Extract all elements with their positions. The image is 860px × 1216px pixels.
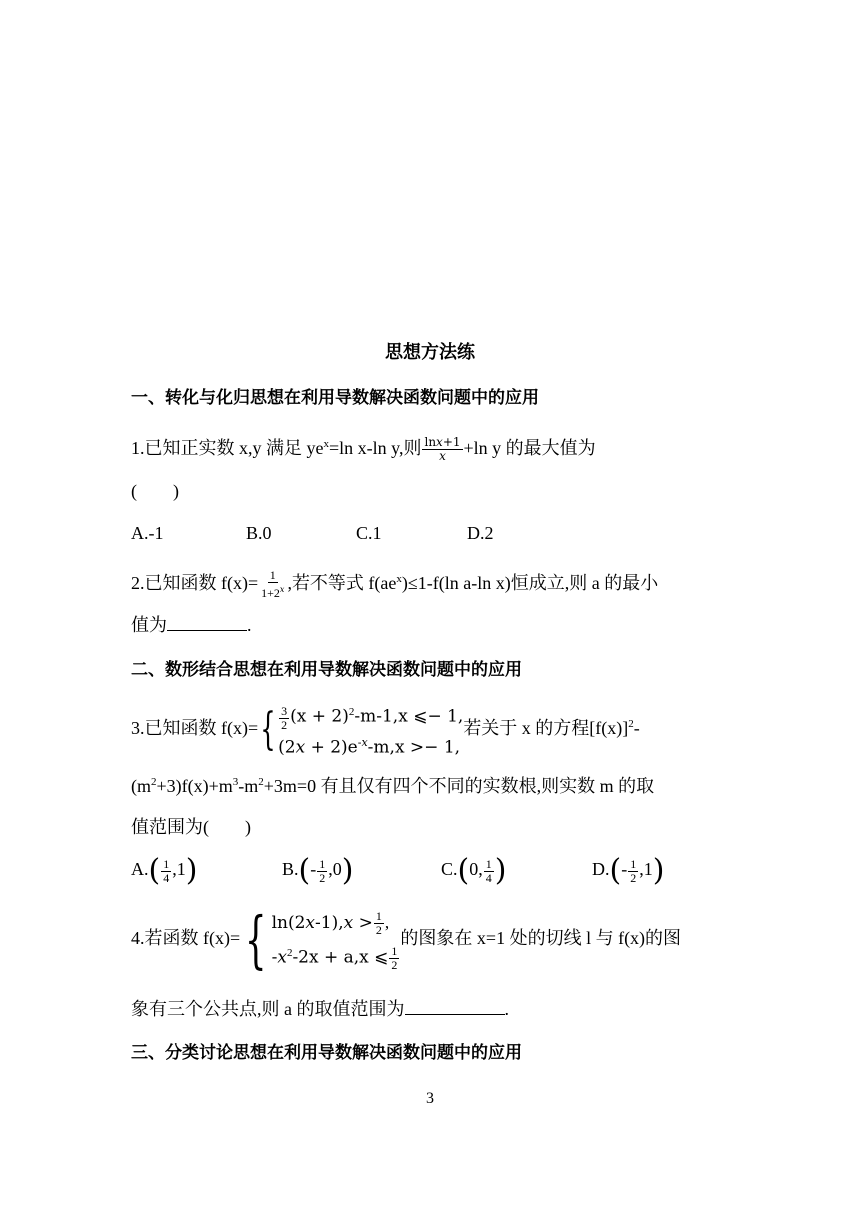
- q4-piecewise: [240, 902, 400, 976]
- q3-row2-sup: -𝑥: [357, 735, 368, 749]
- q2-fraction: [259, 569, 286, 600]
- q1-option-a: A.-1: [131, 523, 164, 543]
- q2-frac-num: 1: [269, 568, 276, 583]
- q1-frac-den: 𝑥: [439, 449, 446, 464]
- q3-opt-a-frac: [161, 858, 171, 885]
- section-1-heading: 一、转化与化归思想在利用导数解决函数问题中的应用: [131, 388, 539, 408]
- q4-row2-tail: -2x + a,x ⩽: [292, 947, 389, 968]
- q4-row2-num: 1: [391, 943, 398, 958]
- q4-row2-text: -𝑥: [271, 947, 287, 968]
- q3-l2-sup3: 2: [258, 776, 264, 788]
- q1-option-d: D.2: [467, 523, 494, 543]
- page-number: 3: [426, 1090, 434, 1107]
- q2-frac-den-wrap: [259, 583, 286, 600]
- section-2-heading: 二、数形结合思想在利用导数解决函数问题中的应用: [131, 660, 522, 680]
- q3-row-1: [278, 701, 463, 731]
- q3-opt-c-den: 4: [485, 870, 492, 885]
- q4-line-2: [131, 997, 509, 1021]
- q4-row1-tail: ,: [384, 912, 390, 932]
- q2-period: .: [247, 615, 252, 635]
- q3-opt-a-post: ,1: [172, 859, 186, 880]
- q3-opt-c-num: 1: [485, 856, 492, 871]
- q1-sup: x: [323, 438, 329, 450]
- q3-l2-sup1: 2: [151, 776, 157, 788]
- q3-opt-b-lparen: (: [298, 853, 311, 888]
- q2-line-2: [131, 613, 252, 637]
- q3-line-3: 值范围为( ): [131, 817, 251, 837]
- q3-opt-a-num: 1: [163, 856, 170, 871]
- q4-row1-den: 2: [375, 923, 382, 938]
- q3-row1-num: 3: [281, 703, 288, 718]
- q1-suffix: +ln y 的最大值为: [463, 438, 596, 458]
- q3-option-a: [131, 853, 198, 888]
- q3-opt-a-den: 4: [163, 870, 170, 885]
- q1-frac-num: ln𝑥+1: [424, 435, 461, 450]
- q3-opt-c-frac: [484, 858, 494, 885]
- q3-row-2: [278, 732, 463, 759]
- q3-opt-d-frac: [628, 858, 638, 885]
- q4-period: .: [504, 999, 509, 1019]
- q3-opt-d-label: D.: [592, 859, 610, 880]
- q3-l2-a: (m: [131, 776, 151, 796]
- question-1: [131, 432, 596, 463]
- q1-option-b: B.0: [246, 523, 272, 543]
- q1-fraction: [422, 436, 462, 463]
- q4-row2-frac: [389, 945, 399, 972]
- q3-brace: {: [260, 703, 276, 755]
- q3-opt-c-rparen: ): [494, 853, 507, 888]
- q3-opt-b-rparen: ): [341, 853, 354, 888]
- q3-opt-b-den: 2: [319, 870, 326, 885]
- q2-answer-blank[interactable]: [167, 614, 247, 631]
- q3-opt-b-frac: [317, 858, 327, 885]
- q2-sup: x: [396, 573, 402, 585]
- q3-opt-b-post: ,0: [328, 859, 342, 880]
- q3-prefix: 3.已知函数 f(x)=: [131, 718, 259, 738]
- question-2: [131, 567, 658, 600]
- q3-opt-a-label: A.: [131, 859, 149, 880]
- q1-option-c: C.1: [356, 523, 382, 543]
- q4-brace: {: [245, 902, 267, 976]
- q3-opt-d-pre: -: [621, 859, 628, 880]
- q3-l2-b: +3)f(x)+m: [156, 776, 233, 796]
- q3-opt-d-lparen: (: [609, 853, 622, 888]
- q3-opt-a-lparen: (: [148, 853, 161, 888]
- q3-opt-d-post: ,1: [639, 859, 653, 880]
- q2-frac-den: 1+2: [261, 586, 280, 601]
- question-4: [131, 901, 681, 975]
- q2-line2-text: 值为: [131, 615, 167, 635]
- q3-option-c: [441, 853, 507, 888]
- q4-rows: [272, 908, 401, 973]
- question-3: [131, 700, 640, 758]
- q3-row1-tail: -m-1,x ⩽− 1,: [354, 707, 464, 728]
- q4-row1-text: ln(2𝑥-1),𝑥 >: [271, 912, 373, 933]
- q4-row2-den: 2: [391, 957, 398, 972]
- q3-suffix-sup: 2: [628, 718, 634, 730]
- q4-suffix: 的图象在 x=1 处的切线 l 与 f(x)的图: [400, 928, 682, 948]
- q1-answer-paren: ( ): [131, 481, 179, 501]
- q3-opt-d-den: 2: [630, 870, 637, 885]
- q3-opt-a-rparen: ): [185, 853, 198, 888]
- q3-suffix-tail: -: [633, 718, 640, 738]
- q4-row1-num: 1: [375, 909, 382, 924]
- q4-row2-sup: 2: [286, 946, 293, 959]
- q3-row1-sup: 2: [348, 706, 355, 719]
- q4-row-1: [272, 908, 401, 938]
- section-3-heading: 三、分类讨论思想在利用导数解决函数问题中的应用: [131, 1043, 522, 1063]
- q3-opt-d-num: 1: [630, 856, 637, 871]
- q4-row-2: [272, 938, 401, 973]
- q3-option-b: [282, 853, 354, 888]
- q3-opt-c-lparen: (: [457, 853, 470, 888]
- q3-opt-c-pre: 0,: [469, 859, 483, 880]
- q3-rows: [278, 701, 463, 758]
- page-title: 思想方法练: [385, 342, 475, 362]
- q3-l2-c: -m: [238, 776, 259, 796]
- q4-prefix: 4.若函数 f(x)=: [131, 928, 241, 948]
- q3-row1-text: (x + 2): [290, 707, 349, 728]
- q3-row1-den: 2: [281, 717, 288, 732]
- q2-suffix-a: ,若不等式 f(ae: [287, 573, 397, 593]
- q3-piecewise: [258, 701, 463, 758]
- q3-option-d: [592, 853, 665, 888]
- q3-opt-b-label: B.: [282, 859, 299, 880]
- q3-suffix: 若关于 x 的方程[f(x)]: [463, 718, 629, 738]
- q3-row2-tail: -m,x >− 1,: [367, 737, 461, 758]
- q1-prefix: 1.已知正实数 x,y 满足 ye: [131, 438, 324, 458]
- q3-row1-frac: [279, 705, 289, 732]
- q3-opt-b-num: 1: [319, 856, 326, 871]
- q4-line2-text: 象有三个公共点,则 a 的取值范围为: [131, 999, 405, 1019]
- q1-mid: =ln x-ln y,则: [329, 438, 422, 458]
- q2-prefix: 2.已知函数 f(x)=: [131, 573, 259, 593]
- q2-suffix-b: )≤1-f(ln a-ln x)恒成立,则 a 的最小: [401, 573, 659, 593]
- q2-frac-den-sup: 𝑥: [279, 585, 285, 595]
- q4-row1-frac: [374, 910, 384, 937]
- q3-l2-d: +3m=0 有且仅有四个不同的实数根,则实数 m 的取: [263, 776, 655, 796]
- q3-row2-text: (2𝑥 + 2)e: [278, 737, 358, 758]
- q3-opt-b-pre: -: [310, 859, 317, 880]
- q3-opt-d-rparen: ): [652, 853, 665, 888]
- q3-line-2: [131, 770, 654, 798]
- q3-opt-c-label: C.: [441, 859, 458, 880]
- q4-answer-blank[interactable]: [405, 998, 505, 1015]
- q3-l2-sup2: 3: [232, 776, 239, 788]
